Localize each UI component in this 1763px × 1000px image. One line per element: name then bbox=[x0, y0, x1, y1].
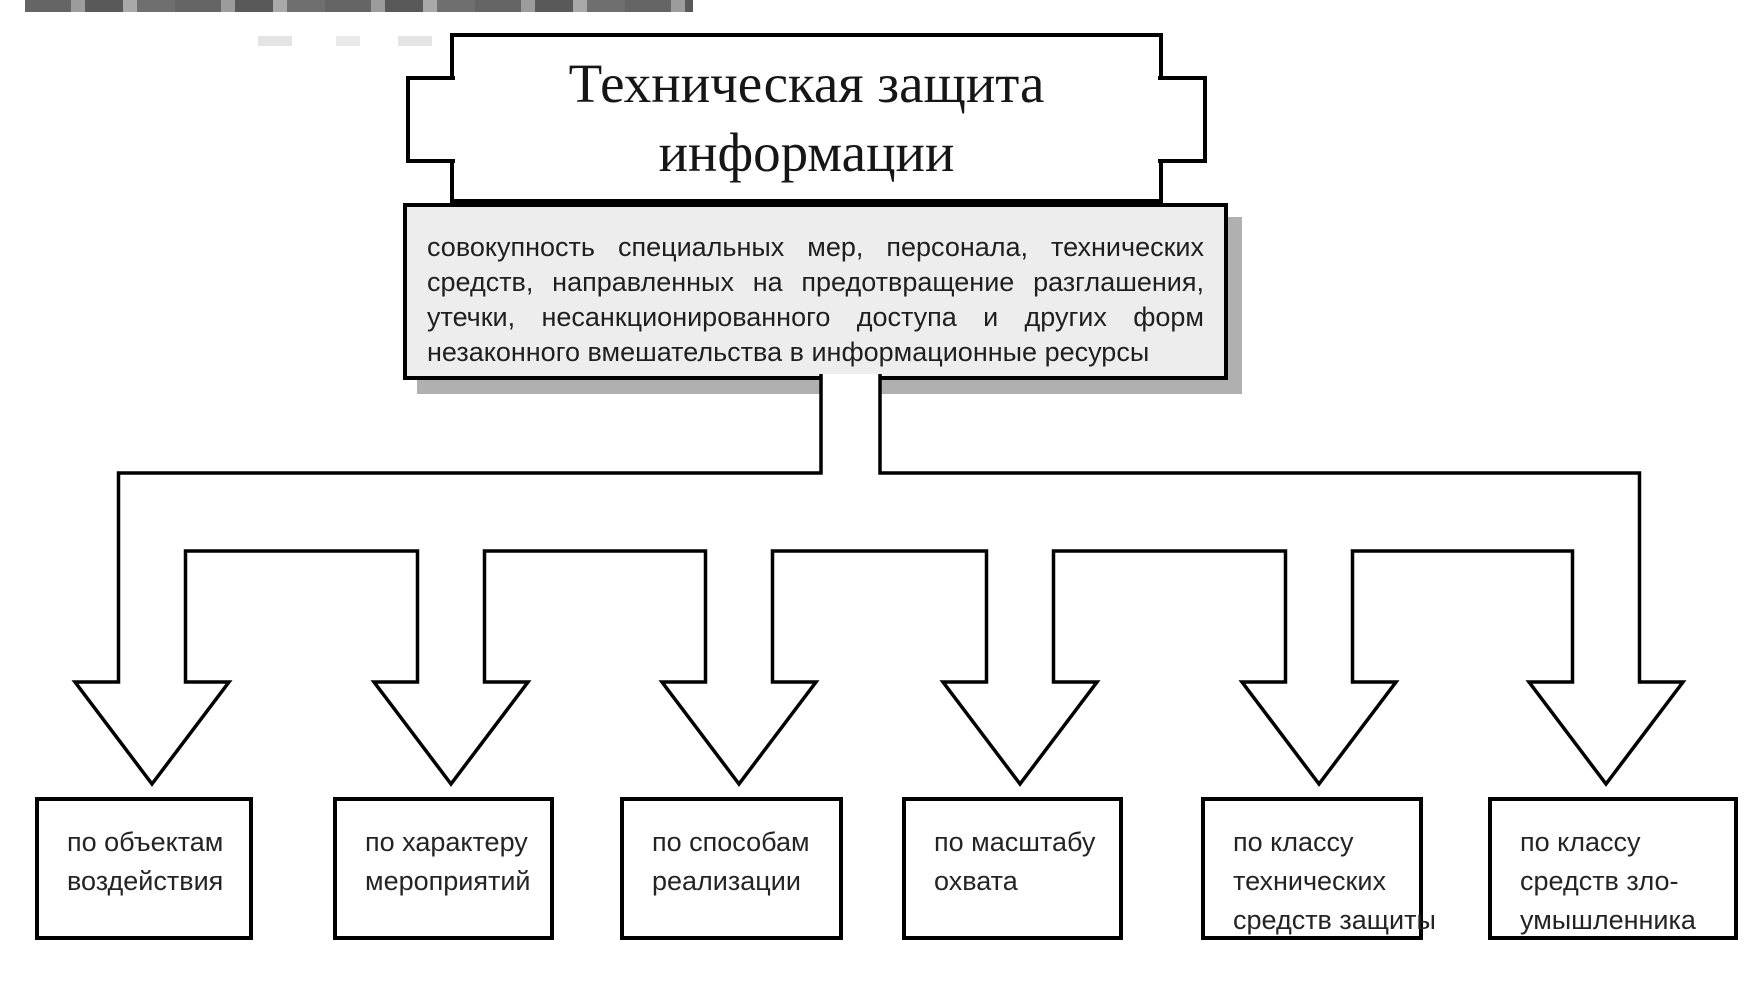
title-box bbox=[450, 33, 1163, 203]
definition-line-3: утечки, несанкционированного доступа и других форм bbox=[427, 302, 1204, 332]
definition-line-2: средств, направленных на предотвращение разглашения, bbox=[427, 267, 1204, 297]
category-box-character bbox=[333, 797, 554, 940]
category-box-label: технических bbox=[1233, 866, 1386, 896]
title-tab-right bbox=[1158, 76, 1207, 163]
category-box-methods bbox=[620, 797, 843, 940]
category-box-intruder-class bbox=[1488, 797, 1738, 940]
category-box-protection-class bbox=[1201, 797, 1436, 940]
category-box-label: по масштабу bbox=[934, 827, 1096, 857]
category-box-label: по характеру bbox=[365, 827, 528, 857]
title-line-2: информации bbox=[658, 122, 955, 183]
category-box-label: воздействия bbox=[67, 866, 224, 896]
category-box-label: по объектам bbox=[67, 827, 224, 857]
category-box-scale bbox=[902, 797, 1123, 940]
category-box-objects bbox=[35, 797, 253, 940]
definition-line-4: незаконного вмешательства в информационные ресурсы bbox=[427, 337, 1150, 367]
category-box-label: мероприятий bbox=[365, 866, 531, 896]
definition-line-1: совокупность специальных мер, персонала, технических bbox=[427, 232, 1204, 262]
title-tab-left bbox=[406, 76, 455, 163]
category-box-label: по классу bbox=[1233, 827, 1354, 857]
title-line-1: Техническая защита bbox=[568, 53, 1045, 114]
category-box-label: умышленника bbox=[1520, 905, 1696, 935]
category-box-label: охвата bbox=[934, 866, 1018, 896]
category-box-label: по классу bbox=[1520, 827, 1641, 857]
category-box-label: по способам bbox=[652, 827, 810, 857]
category-box-label: средств защиты bbox=[1233, 905, 1436, 935]
connector-tree-path bbox=[75, 374, 1683, 784]
category-box-label: средств зло- bbox=[1520, 866, 1679, 896]
category-box-label: реализации bbox=[652, 866, 801, 896]
